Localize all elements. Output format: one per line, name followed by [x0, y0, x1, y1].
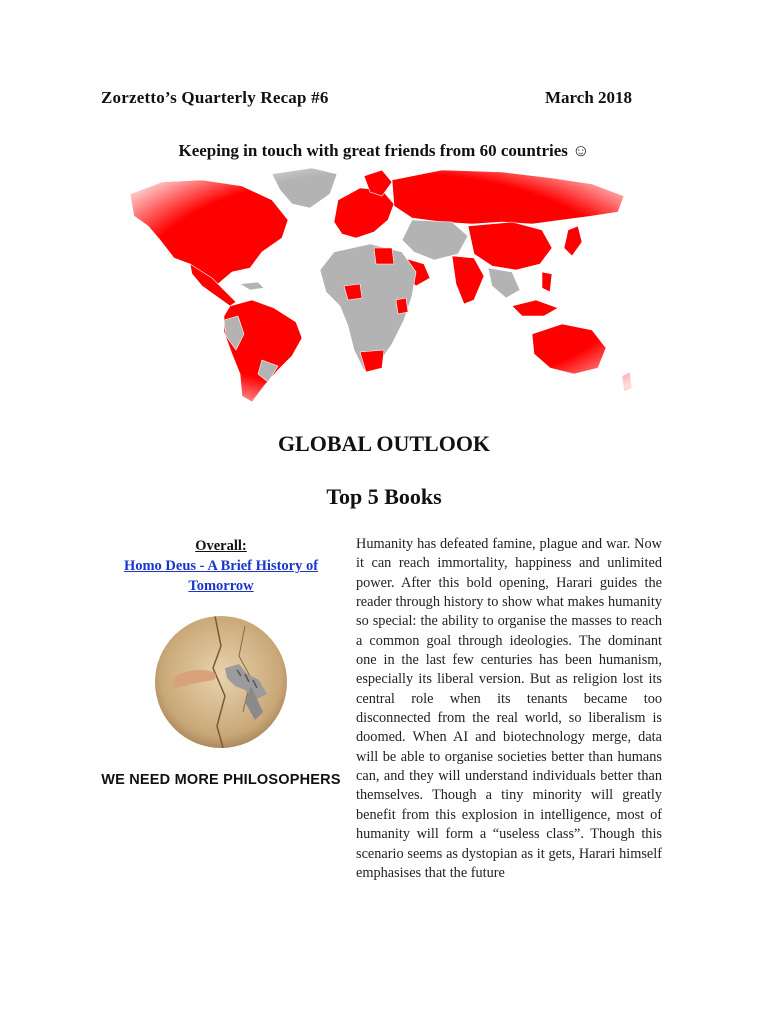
- tagline: WE NEED MORE PHILOSOPHERS: [101, 772, 341, 788]
- book-cover-image: [155, 616, 287, 748]
- overall-label: Overall:: [195, 538, 247, 554]
- books-title: Top 5 Books: [326, 484, 442, 509]
- section-title: GLOBAL OUTLOOK: [277, 431, 491, 456]
- book-review-text: Humanity has defeated famine, plague and war. Now it can reach immortality, happiness and unlimited power. After this bold opening, Harari guides the reader through history to show what makes humanity so special: the ability to organise the masses to reach a common goal through ideologies. The dominant one in the last few centuries has been humanism, especially its liberal version. But as religion lost its central role when its tenants became too disconnected from the real world, so liberalism is doomed. When AI and biotechnology merge, data will be able to organise societies better than humans can, and they will understand individuals better than themselves. Though a tiny minority will greatly benefit from this explosion in intelligence, most of humanity will form a “useless class”. Though this scenario seems as dystopian as it gets, Harari himself emphasises that the future: [356, 536, 662, 881]
- featured-book: [96, 537, 346, 791]
- subtitle: Keeping in touch with great friends from 60 countries ☺: [178, 141, 590, 160]
- world-map: [112, 160, 660, 406]
- book-title-link[interactable]: Homo Deus - A Brief History of Tomorrow: [123, 558, 319, 594]
- newsletter-date: March 2018: [545, 88, 633, 107]
- newsletter-title: Zorzetto’s Quarterly Recap #6: [101, 88, 329, 107]
